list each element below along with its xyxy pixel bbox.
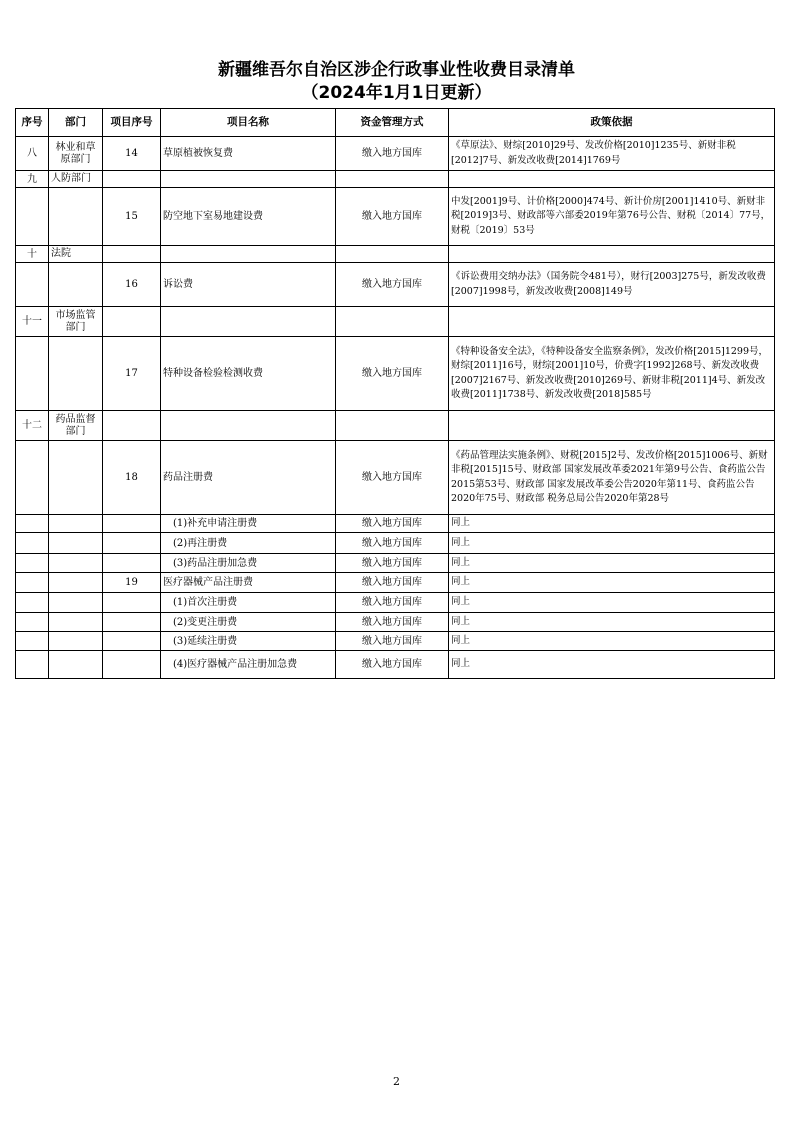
cell-seq: 十一 [16, 307, 49, 337]
cell-basis: 同上 [449, 515, 775, 533]
cell-dept [49, 573, 103, 593]
cell-item-name: (2)再注册费 [161, 533, 336, 554]
header-dept: 部门 [49, 109, 103, 137]
cell-item-name: 药品注册费 [161, 441, 336, 515]
table-row [16, 632, 775, 651]
cell-item-no [103, 632, 161, 651]
cell-dept [49, 533, 103, 554]
cell-item-name: 防空地下室易地建设费 [161, 188, 336, 246]
cell-seq [16, 651, 49, 679]
cell-item-no [103, 613, 161, 632]
table-row [16, 188, 775, 246]
cell-fund: 缴入地方国库 [336, 515, 449, 533]
cell-item-no [103, 307, 161, 337]
cell-dept [49, 263, 103, 307]
cell-dept: 人防部门 [49, 171, 103, 188]
table-row [16, 411, 775, 441]
cell-fund: 缴入地方国库 [336, 554, 449, 573]
cell-item-name: (3)延续注册费 [161, 632, 336, 651]
cell-dept [49, 613, 103, 632]
cell-item-no [103, 171, 161, 188]
cell-item-no [103, 411, 161, 441]
table-row [16, 515, 775, 533]
header-item-name: 项目名称 [161, 109, 336, 137]
cell-item-name: (1)首次注册费 [161, 593, 336, 613]
cell-seq [16, 188, 49, 246]
cell-item-no: 17 [103, 337, 161, 411]
table-row [16, 337, 775, 411]
cell-fund: 缴入地方国库 [336, 263, 449, 307]
cell-dept [49, 632, 103, 651]
cell-seq: 十 [16, 246, 49, 263]
cell-fund: 缴入地方国库 [336, 188, 449, 246]
cell-basis: 同上 [449, 593, 775, 613]
cell-item-no: 15 [103, 188, 161, 246]
cell-seq: 八 [16, 137, 49, 171]
table-row [16, 533, 775, 554]
cell-item-no [103, 593, 161, 613]
cell-seq [16, 515, 49, 533]
cell-basis [449, 411, 775, 441]
cell-item-name: (1)补充申请注册费 [161, 515, 336, 533]
cell-dept [49, 188, 103, 246]
document-subtitle: （2024年1月1日更新） [301, 83, 492, 103]
table-row [16, 246, 775, 263]
cell-seq: 九 [16, 171, 49, 188]
cell-fund: 缴入地方国库 [336, 441, 449, 515]
cell-dept: 药品监督部门 [49, 411, 103, 441]
cell-item-no [103, 533, 161, 554]
cell-dept [49, 441, 103, 515]
cell-item-name [161, 411, 336, 441]
cell-item-name: (2)变更注册费 [161, 613, 336, 632]
cell-item-no [103, 651, 161, 679]
table-row [16, 554, 775, 573]
table-row [16, 651, 775, 679]
cell-basis: 同上 [449, 554, 775, 573]
cell-fund: 缴入地方国库 [336, 337, 449, 411]
header-item-no: 项目序号 [103, 109, 161, 137]
cell-item-name: 草原植被恢复费 [161, 137, 336, 171]
cell-fund: 缴入地方国库 [336, 651, 449, 679]
cell-item-no [103, 554, 161, 573]
cell-basis: 同上 [449, 573, 775, 593]
cell-basis: 同上 [449, 613, 775, 632]
cell-basis: 《药品管理法实施条例》、财税[2015]2号、发改价格[2015]1006号、新财非税[2015]15号、财政部 国家发展改革委2021年第9号公告、食药监公告2015第53号、财政部 国家发展改革委公告2020年第11号、食药监公告2020年75号、财政部 税务总局公告2020年第28号 [449, 441, 775, 515]
cell-item-no: 18 [103, 441, 161, 515]
table-row [16, 593, 775, 613]
header-seq: 序号 [16, 109, 49, 137]
table-row [16, 573, 775, 593]
cell-basis: 《特种设备安全法》，《特种设备安全监察条例》，发改价格[2015]1299号，财综[2011]16号，财综[2001]10号，价费字[1992]268号、新发改收费[2007]2167号、新发改收费[2010]269号、新财非税[2011]4号、新发改收费[2011]1738号、新发改收费[2018]585号 [449, 337, 775, 411]
cell-fund [336, 411, 449, 441]
cell-dept [49, 515, 103, 533]
cell-basis [449, 307, 775, 337]
page-number: 2 [393, 1075, 400, 1088]
cell-item-name: (4)医疗器械产品注册加急费 [161, 651, 336, 679]
table-row [16, 263, 775, 307]
cell-dept [49, 554, 103, 573]
cell-item-name [161, 307, 336, 337]
cell-item-name: 医疗器械产品注册费 [161, 573, 336, 593]
header-policy-basis: 政策依据 [449, 109, 775, 137]
cell-fund: 缴入地方国库 [336, 533, 449, 554]
cell-fund: 缴入地方国库 [336, 137, 449, 171]
cell-basis: 同上 [449, 651, 775, 679]
cell-basis: 《草原法》、财综[2010]29号、发改价格[2010]1235号、新财非税[2012]7号、新发改收费[2014]1769号 [449, 137, 775, 171]
cell-basis [449, 171, 775, 188]
table-row [16, 137, 775, 171]
cell-seq: 十二 [16, 411, 49, 441]
cell-dept [49, 337, 103, 411]
header-fund-mgmt: 资金管理方式 [336, 109, 449, 137]
cell-seq [16, 441, 49, 515]
cell-item-no: 19 [103, 573, 161, 593]
fee-table [15, 108, 775, 679]
table-row [16, 613, 775, 632]
cell-basis: 同上 [449, 632, 775, 651]
cell-item-name: (3)药品注册加急费 [161, 554, 336, 573]
cell-dept: 市场监管部门 [49, 307, 103, 337]
cell-dept: 林业和草原部门 [49, 137, 103, 171]
document-title: 新疆维吾尔自治区涉企行政事业性收费目录清单 [218, 60, 575, 80]
cell-item-no: 14 [103, 137, 161, 171]
cell-item-name [161, 171, 336, 188]
cell-item-no [103, 515, 161, 533]
cell-fund [336, 171, 449, 188]
cell-item-name: 特种设备检验检测收费 [161, 337, 336, 411]
cell-dept [49, 651, 103, 679]
table-row [16, 307, 775, 337]
cell-seq [16, 554, 49, 573]
cell-seq [16, 573, 49, 593]
cell-basis: 同上 [449, 533, 775, 554]
cell-fund: 缴入地方国库 [336, 573, 449, 593]
cell-fund: 缴入地方国库 [336, 593, 449, 613]
cell-fund: 缴入地方国库 [336, 613, 449, 632]
cell-fund [336, 307, 449, 337]
table-row [16, 171, 775, 188]
cell-dept [49, 593, 103, 613]
cell-item-no [103, 246, 161, 263]
cell-seq [16, 263, 49, 307]
cell-seq [16, 593, 49, 613]
cell-item-name: 诉讼费 [161, 263, 336, 307]
table-row [16, 441, 775, 515]
cell-seq [16, 533, 49, 554]
cell-item-name [161, 246, 336, 263]
cell-seq [16, 337, 49, 411]
table-header-row [16, 109, 775, 137]
cell-fund: 缴入地方国库 [336, 632, 449, 651]
cell-item-no: 16 [103, 263, 161, 307]
cell-basis [449, 246, 775, 263]
cell-seq [16, 613, 49, 632]
cell-seq [16, 632, 49, 651]
cell-fund [336, 246, 449, 263]
cell-basis: 中发[2001]9号、计价格[2000]474号、新计价房[2001]1410号、新财非税[2019]3号、财政部等六部委2019年第76号公告、财税〔2014〕77号，财税〔2019〕53号 [449, 188, 775, 246]
cell-basis: 《诉讼费用交纳办法》（国务院令481号），财行[2003]275号，新发改收费[2007]1998号，新发改收费[2008]149号 [449, 263, 775, 307]
cell-dept: 法院 [49, 246, 103, 263]
